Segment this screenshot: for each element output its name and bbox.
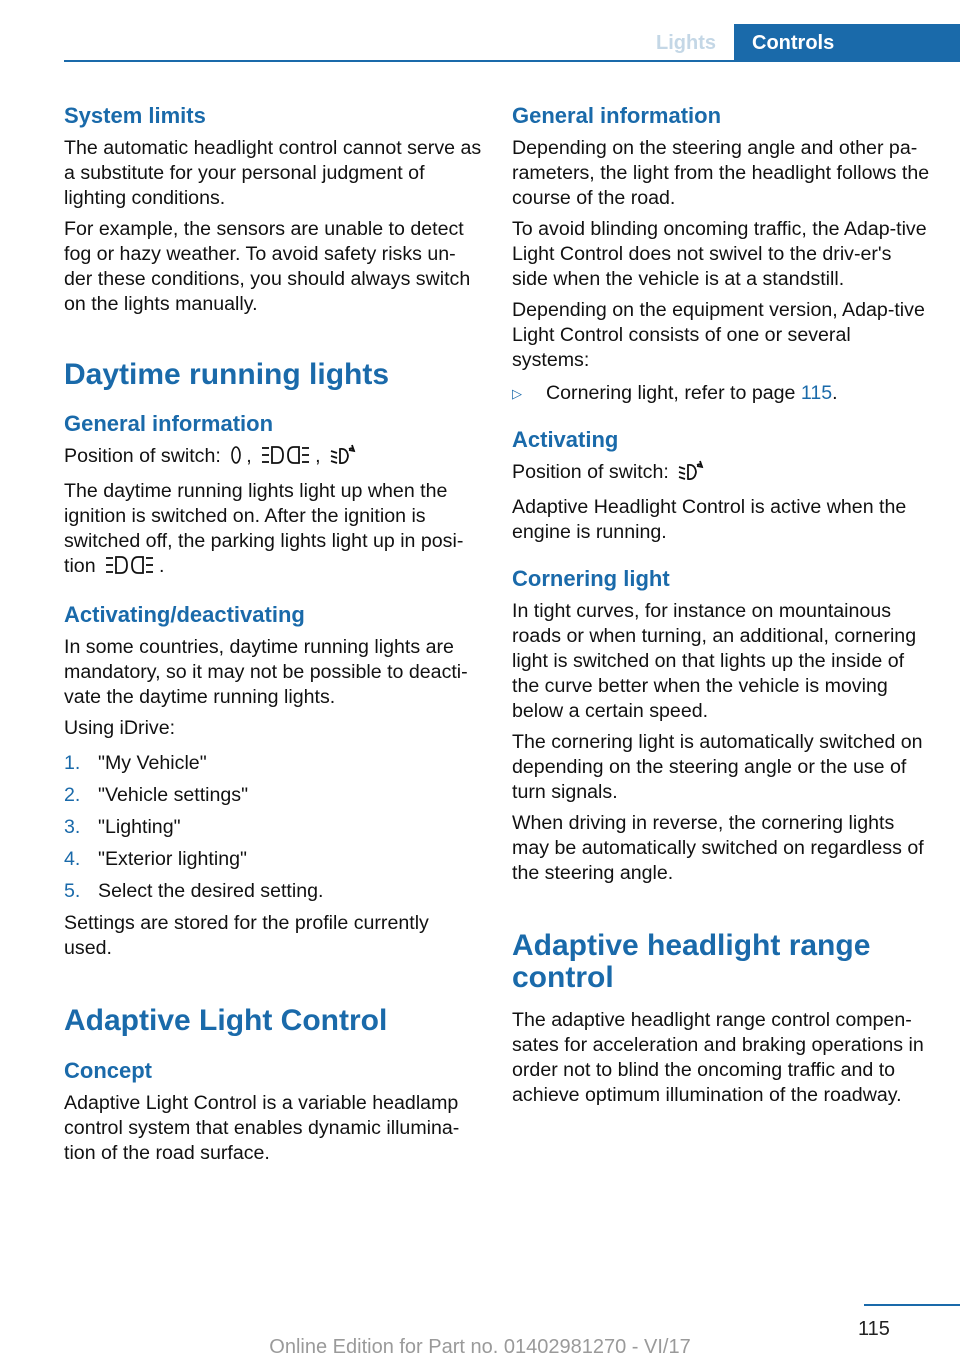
alc-general-paragraph-2: To avoid blinding oncoming traffic, the Adap‐tive Light Control does not swivel to the driv‐er's side when the vehicle is at a standstill. [512, 218, 927, 290]
automatic-headlight-icon [678, 460, 704, 489]
list-item [64, 847, 482, 872]
alc-general-information-heading: General information [512, 103, 722, 128]
activating-switch-position [512, 460, 932, 489]
switch-position-0-icon [230, 444, 242, 473]
activating-deactivating-heading: Activating/deactivating [64, 602, 305, 627]
section-tab[interactable]: Lights [656, 32, 716, 54]
range-control-paragraph: The adaptive headlight range control compen‐sates for acceleration and braking operations in order not to blind the oncoming traffic and to achieve optimum illumination of the roadway. [512, 1009, 924, 1106]
list-item [64, 751, 482, 776]
alc-general-paragraph-3: Depending on the equipment version, Adap‐tive Light Control consists of one or several systems: [512, 299, 925, 371]
daytime-running-lights-heading: Daytime running lights [64, 358, 390, 391]
step-text: "My Vehicle" [98, 752, 207, 774]
step-text: Select the desired setting. [98, 880, 324, 902]
automatic-headlight-icon [330, 444, 356, 473]
list-item [64, 879, 482, 904]
drl-switch-positions: Position of switch: , , [64, 444, 482, 473]
parking-lights-icon [261, 444, 311, 473]
header-rule [64, 60, 960, 62]
step-number: 2. [64, 784, 81, 806]
left-column [64, 102, 482, 1172]
activating-deactivating-paragraph: In some countries, daytime running lights are mandatory, so it may not be possible to deacti‐vate the daytime running lights. [64, 636, 468, 708]
list-item [64, 815, 482, 840]
cornering-paragraph-3: When driving in reverse, the cornering lights may be automatically switched on regardless of the steering angle. [512, 812, 924, 884]
cornering-light-reference: Cornering light, refer to page [546, 382, 801, 404]
page-link[interactable]: 115 [800, 382, 833, 404]
step-number: 3. [64, 816, 81, 838]
parking-lights-icon [105, 554, 155, 583]
bullet-text: Cornering light, refer to page 115. [546, 382, 838, 404]
adaptive-light-control-heading: Adaptive Light Control [64, 1004, 388, 1037]
chapter-tab[interactable]: Controls [734, 24, 960, 62]
drl-description-text: The daytime running lights light up when the ignition is switched on. After the ignition is switched off, the parking lights light up in posi‐tion [64, 480, 464, 577]
step-number: 1. [64, 752, 81, 774]
step-text: "Vehicle settings" [98, 784, 249, 806]
footer-edition-text: Online Edition for Part no. 01402981270 - VI/17 [269, 1336, 691, 1358]
list-item [64, 783, 482, 808]
activating-paragraph: Adaptive Headlight Control is active when the engine is running. [512, 496, 907, 543]
right-column [512, 102, 932, 1114]
system-limits-heading: System limits [64, 103, 206, 128]
concept-heading: Concept [64, 1058, 152, 1083]
concept-paragraph: Adaptive Light Control is a variable headlamp control system that enables dynamic illumina‐tion of the road surface. [64, 1092, 460, 1164]
page-number-rule [864, 1304, 960, 1306]
using-idrive-text: Using iDrive: [64, 717, 176, 739]
system-limits-paragraph-2: For example, the sensors are unable to detect fog or hazy weather. To avoid safety risks un‐der these conditions, you should always switch on the lights manually. [64, 218, 471, 315]
drl-switch-label: Position of switch: [64, 445, 221, 467]
page-number: 115 [858, 1318, 890, 1340]
adaptive-headlight-range-control-heading: Adaptive headlight range control [512, 929, 871, 994]
activating-heading: Activating [512, 427, 619, 452]
list-item [512, 381, 932, 406]
bullet-triangle-icon: ▷ [512, 386, 522, 401]
step-number: 5. [64, 880, 81, 902]
cornering-light-heading: Cornering light [512, 566, 670, 591]
idrive-steps-list [64, 751, 482, 904]
cornering-paragraph-1: In tight curves, for instance on mountainous roads or when turning, an additional, cornering light is switched on that lights up the inside of the curve better when the vehicle is moving below a certain speed. [512, 600, 917, 722]
step-text: "Lighting" [98, 816, 181, 838]
step-number: 4. [64, 848, 81, 870]
header-tabs [638, 24, 960, 62]
system-limits-paragraph-1: The automatic headlight control cannot serve as a substitute for your personal judgment of lighting conditions. [64, 137, 482, 209]
cornering-paragraph-2: The cornering light is automatically switched on depending on the steering angle or the use of turn signals. [512, 731, 923, 803]
alc-general-paragraph-1: Depending on the steering angle and other pa‐rameters, the light from the headlight follows the course of the road. [512, 137, 930, 209]
step-text: "Exterior lighting" [98, 848, 247, 870]
drl-description-paragraph: The daytime running lights light up when the ignition is switched on. After the ignition is switched off, the parking lights light up in posi‐tion . [64, 479, 482, 583]
settings-stored-paragraph: Settings are stored for the profile currently used. [64, 912, 429, 959]
drl-general-information-heading: General information [64, 411, 274, 436]
activating-switch-label: Position of switch: [512, 461, 669, 483]
